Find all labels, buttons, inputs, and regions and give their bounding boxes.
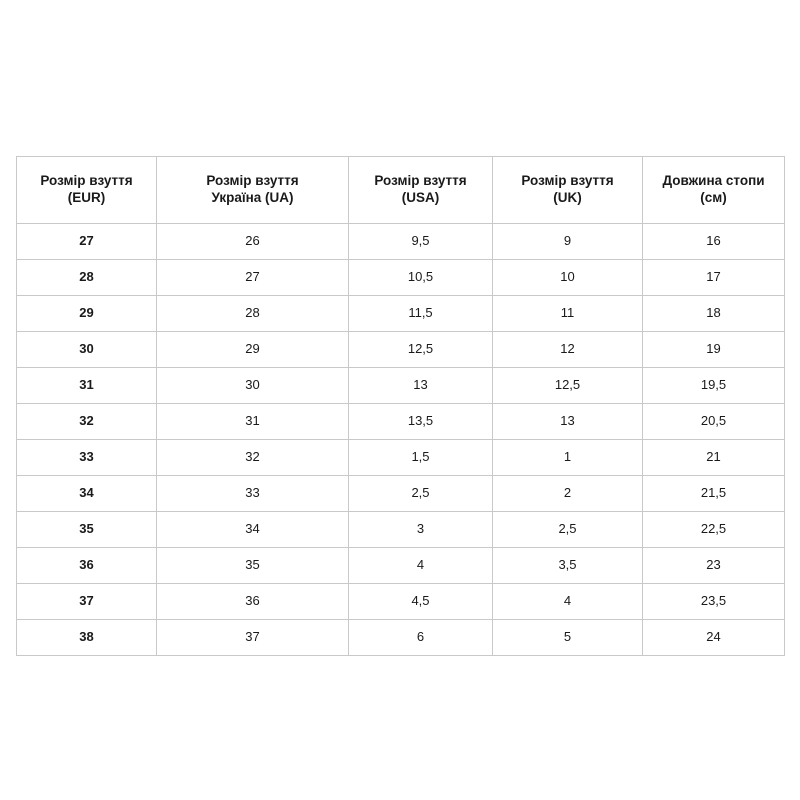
cell-foot-length: 23: [643, 548, 785, 584]
cell-foot-length: 24: [643, 620, 785, 656]
cell-ua: 30: [157, 368, 349, 404]
column-header-ua: [157, 157, 349, 224]
cell-usa: 11,5: [349, 296, 493, 332]
cell-usa: 10,5: [349, 260, 493, 296]
cell-usa: 3: [349, 512, 493, 548]
table-row: [17, 440, 785, 476]
cell-eur: 38: [17, 620, 157, 656]
cell-ua: 29: [157, 332, 349, 368]
cell-eur: 30: [17, 332, 157, 368]
column-header-foot-length-line2: (см): [700, 190, 727, 205]
cell-usa: 4: [349, 548, 493, 584]
cell-foot-length: 21: [643, 440, 785, 476]
cell-eur: 31: [17, 368, 157, 404]
column-header-usa: [349, 157, 493, 224]
cell-uk: 1: [493, 440, 643, 476]
cell-eur: 36: [17, 548, 157, 584]
column-header-usa-line1: Розмір взуття: [374, 173, 467, 189]
column-header-uk: [493, 157, 643, 224]
column-header-foot-length: [643, 157, 785, 224]
cell-uk: 10: [493, 260, 643, 296]
cell-foot-length: 18: [643, 296, 785, 332]
cell-ua: 26: [157, 224, 349, 260]
cell-eur: 27: [17, 224, 157, 260]
table-row: [17, 584, 785, 620]
table-row: [17, 404, 785, 440]
table-header: [17, 157, 785, 224]
cell-uk: 2: [493, 476, 643, 512]
cell-uk: 12,5: [493, 368, 643, 404]
cell-ua: 36: [157, 584, 349, 620]
table-row: [17, 224, 785, 260]
column-header-foot-length-line1: Довжина стопи: [662, 173, 765, 189]
cell-ua: 27: [157, 260, 349, 296]
cell-ua: 34: [157, 512, 349, 548]
cell-uk: 4: [493, 584, 643, 620]
cell-eur: 32: [17, 404, 157, 440]
cell-usa: 13,5: [349, 404, 493, 440]
cell-usa: 6: [349, 620, 493, 656]
column-header-eur-line1: Розмір взуття: [40, 173, 133, 189]
cell-foot-length: 22,5: [643, 512, 785, 548]
cell-uk: 11: [493, 296, 643, 332]
table-row: [17, 512, 785, 548]
cell-usa: 13: [349, 368, 493, 404]
cell-ua: 33: [157, 476, 349, 512]
cell-eur: 29: [17, 296, 157, 332]
column-header-usa-line2: (USA): [401, 190, 440, 205]
table-row: [17, 260, 785, 296]
cell-ua: 37: [157, 620, 349, 656]
cell-eur: 33: [17, 440, 157, 476]
cell-eur: 28: [17, 260, 157, 296]
cell-ua: 35: [157, 548, 349, 584]
table-header-row: [17, 157, 785, 224]
cell-eur: 34: [17, 476, 157, 512]
cell-ua: 28: [157, 296, 349, 332]
cell-foot-length: 16: [643, 224, 785, 260]
cell-foot-length: 23,5: [643, 584, 785, 620]
cell-uk: 12: [493, 332, 643, 368]
cell-foot-length: 17: [643, 260, 785, 296]
column-header-eur-line2: (EUR): [67, 190, 106, 205]
cell-uk: 9: [493, 224, 643, 260]
table-row: [17, 548, 785, 584]
cell-uk: 5: [493, 620, 643, 656]
cell-eur: 35: [17, 512, 157, 548]
column-header-eur: [17, 157, 157, 224]
column-header-ua-line1: Розмір взуття: [206, 173, 299, 189]
table-row: [17, 332, 785, 368]
cell-foot-length: 19: [643, 332, 785, 368]
cell-uk: 3,5: [493, 548, 643, 584]
column-header-uk-line1: Розмір взуття: [521, 173, 614, 189]
cell-usa: 2,5: [349, 476, 493, 512]
cell-eur: 37: [17, 584, 157, 620]
table-row: [17, 476, 785, 512]
column-header-uk-line2: (UK): [553, 190, 582, 205]
cell-usa: 9,5: [349, 224, 493, 260]
cell-usa: 12,5: [349, 332, 493, 368]
cell-ua: 31: [157, 404, 349, 440]
cell-uk: 13: [493, 404, 643, 440]
size-table: [16, 156, 785, 656]
table-row: [17, 368, 785, 404]
table-body: [17, 224, 785, 656]
shoe-size-chart: [16, 156, 784, 656]
cell-uk: 2,5: [493, 512, 643, 548]
column-header-ua-line2: Україна (UA): [211, 190, 294, 205]
cell-foot-length: 21,5: [643, 476, 785, 512]
cell-foot-length: 20,5: [643, 404, 785, 440]
table-row: [17, 620, 785, 656]
cell-foot-length: 19,5: [643, 368, 785, 404]
cell-ua: 32: [157, 440, 349, 476]
cell-usa: 1,5: [349, 440, 493, 476]
cell-usa: 4,5: [349, 584, 493, 620]
table-row: [17, 296, 785, 332]
